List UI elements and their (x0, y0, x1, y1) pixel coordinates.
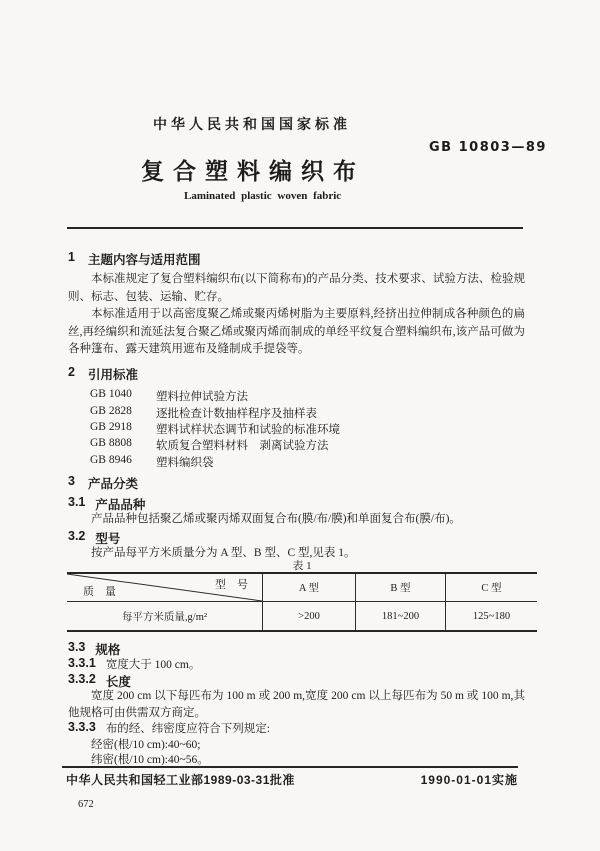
reference-code: GB 2918 (90, 421, 132, 433)
section-3-title: 产品分类 (87, 477, 138, 491)
table-row-label: 每平方米质量,g/m² (121, 611, 208, 623)
reference-item (90, 388, 248, 404)
clause-3-3-2-title: 长度 (105, 675, 131, 689)
table-diagonal-header-cell (67, 574, 262, 601)
table-column-header-b: B 型 (355, 574, 445, 601)
reference-item (90, 454, 214, 470)
reference-code: GB 8808 (90, 437, 132, 449)
reference-title: 软质复合塑料材料 剥离试验方法 (156, 440, 329, 452)
clause-3-3-number: 3.3 (68, 640, 86, 654)
table-column-header-c: C 型 (445, 574, 537, 601)
clause-3-3-3-number: 3.3.3 (68, 720, 96, 734)
reference-title: 塑料编织袋 (156, 457, 214, 469)
section-3-heading (68, 474, 138, 492)
section-2-number: 2 (68, 365, 75, 379)
reference-code: GB 1040 (90, 388, 132, 400)
section-1-title: 主题内容与适用范围 (87, 253, 201, 267)
clause-3-3-1 (68, 656, 200, 672)
section-3-number: 3 (68, 474, 75, 488)
page-number: 672 (78, 799, 94, 810)
table-1-caption: 表 1 (292, 560, 312, 572)
reference-title: 塑料拉伸试验方法 (156, 391, 248, 403)
footer-divider (62, 766, 518, 768)
clause-3-3-2-number: 3.3.2 (68, 672, 96, 686)
section-1-paragraph-2: 本标准适用于以高密度聚乙烯或聚丙烯树脂为主要原料,经挤出拉伸制成各种颜色的扁丝,再经编织和流延法复合聚乙烯或聚丙烯而制成的单经平纹复合塑料编织布,该产品可做为各种篷布、露天建筑用遮布及缝制成手提袋等。 (68, 308, 525, 355)
header-divider (67, 227, 523, 229)
reference-item (90, 405, 317, 421)
clause-3-2-text: 按产品每平方米质量分为 A 型、B 型、C 型,见表 1。 (91, 547, 356, 559)
reference-code: GB 2828 (90, 405, 132, 417)
diagonal-label-mass: 质 量 (83, 586, 116, 598)
reference-code: GB 8946 (90, 454, 132, 466)
standard-number: GB 10803—89 (429, 140, 547, 155)
table-header-row (67, 574, 537, 602)
clause-3-3-3-text: 布的经、纬密度应符合下列规定: (105, 723, 271, 735)
clause-3-1-number: 3.1 (68, 495, 86, 509)
table-data-row (67, 602, 537, 630)
reference-item (90, 437, 329, 453)
document-title-english: Laminated plastic woven fabric (184, 190, 342, 202)
reference-title: 逐批检查计数抽样程序及抽样表 (156, 408, 317, 420)
clause-3-3-1-text: 宽度大于 100 cm。 (105, 659, 201, 671)
section-2-heading (68, 365, 138, 383)
section-1-paragraph-1: 本标准规定了复合塑料编织布(以下简称布)的产品分类、技术要求、试验方法、检验规则、标志、包装、运输、贮存。 (68, 273, 525, 303)
table-value-b: 181~200 (355, 602, 445, 630)
standard-label: 中华人民共和国国家标准 (153, 116, 351, 132)
clause-3-3-title: 规格 (95, 643, 121, 657)
weft-density-line: 纬密(根/10 cm):40~56。 (91, 754, 209, 766)
clause-3-1-text: 产品品种包括聚乙烯或聚丙烯双面复合布(膜/布/膜)和单面复合布(膜/布)。 (91, 513, 461, 525)
section-1-heading (68, 250, 200, 268)
table-value-a: >200 (262, 602, 355, 630)
clause-3-1-title: 产品品种 (95, 498, 146, 512)
table-column-header-a: A 型 (262, 574, 355, 601)
document-title: 复合塑料编织布 (141, 158, 365, 184)
diagonal-label-model: 型 号 (215, 579, 248, 591)
approval-statement: 中华人民共和国轻工业部1989-03-31批准 (66, 773, 295, 787)
section-1-number: 1 (68, 250, 75, 264)
clause-3-2-number: 3.2 (68, 529, 86, 543)
table-1 (67, 572, 537, 632)
implementation-date: 1990-01-01实施 (420, 773, 518, 787)
clause-3-3-1-number: 3.3.1 (68, 656, 96, 670)
reference-title: 塑料试样状态调节和试验的标准环境 (156, 424, 340, 436)
warp-density-line: 经密(根/10 cm):40~60; (91, 739, 201, 751)
table-value-c: 125~180 (445, 602, 537, 630)
reference-item (90, 421, 340, 437)
clause-3-3-2-text: 宽度 200 cm 以下每匹布为 100 m 或 200 m,宽度 200 cm 以上每匹布为 50 m 或 100 m,其他规格可由供需双方商定。 (68, 690, 525, 719)
clause-3-2-title: 型号 (95, 532, 121, 546)
section-2-title: 引用标准 (87, 368, 138, 382)
clause-3-3-3 (68, 720, 270, 736)
